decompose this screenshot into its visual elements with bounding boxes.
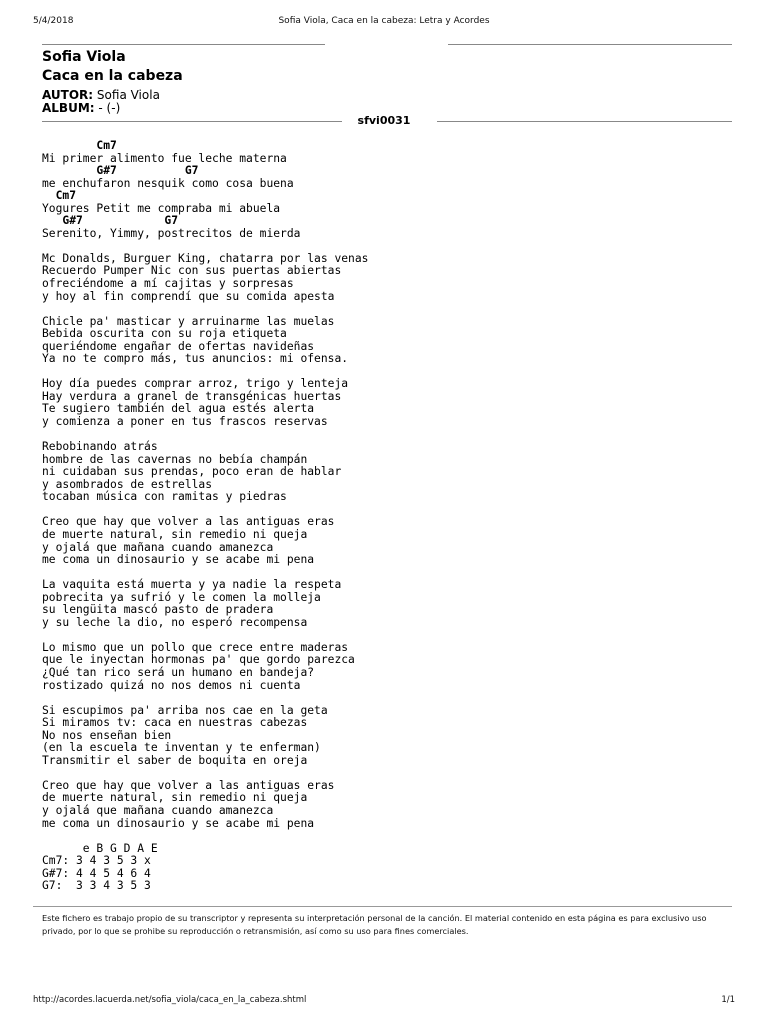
lyric-line: y comienza a poner en tus frascos reservas [42, 415, 328, 429]
song-title: Caca en la cabeza [42, 68, 183, 84]
autor-label: AUTOR: [42, 88, 94, 102]
lyric-line: Creo que hay que volver a las antiguas eras [42, 778, 335, 792]
lyric-line: que le inyectan hormonas pa' que gordo parezca [42, 653, 355, 667]
lyric-line: No nos enseñan bien [42, 728, 172, 742]
lyric-line: G7: 3 3 4 3 5 3 [42, 879, 151, 893]
chord-line: Cm7 [42, 189, 77, 203]
lyric-line: y asombrados de estrellas [42, 477, 213, 491]
header-rule-right [448, 44, 732, 45]
lyric-line: me coma un dinosaurio y se acabe mi pena [42, 816, 315, 830]
lyric-line: Yogures Petit me compraba mi abuela [42, 201, 281, 215]
page-number: 1/1 [721, 995, 735, 1005]
code-rule-right [437, 121, 732, 122]
lyric-line: me enchufaron nesquik como cosa buena [42, 176, 294, 190]
lyric-line: ofreciéndome a mí cajitas y sorpresas [42, 277, 294, 291]
lyric-line: La vaquita está muerta y ya nadie la respeta [42, 578, 342, 592]
lyric-line: de muerte natural, sin remedio ni queja [42, 791, 308, 805]
lyric-line: ¿Qué tan rico será un humano en bandeja? [42, 665, 315, 679]
lyric-line: Si miramos tv: caca en nuestras cabezas [42, 716, 308, 730]
lyric-line: rostizado quizá no nos demos ni cuenta [42, 678, 301, 692]
lyric-line: pobrecita ya sufrió y le comen la molleja [42, 590, 321, 604]
footer-rule [33, 906, 732, 907]
lyric-line: G#7: 4 4 5 4 6 4 [42, 866, 151, 880]
lyric-line: (en la escuela te inventan y te enferman) [42, 741, 321, 755]
lyric-line: y ojalá que mañana cuando amanezca [42, 803, 274, 817]
chord-line: G#7 G7 [42, 214, 179, 228]
lyric-line: y ojalá que mañana cuando amanezca [42, 540, 274, 554]
song-code: sfvi0031 [357, 114, 411, 127]
chord-line: Cm7 [42, 139, 117, 152]
header-rule-left [42, 44, 325, 45]
autor-line [42, 88, 160, 102]
lyric-line: Creo que hay que volver a las antiguas eras [42, 515, 335, 529]
lyric-line: Lo mismo que un pollo que crece entre maderas [42, 640, 349, 654]
lyric-line: tocaban música con ramitas y piedras [42, 490, 287, 504]
lyric-line: Serenito, Yimmy, postrecitos de mierda [42, 226, 301, 240]
lyric-line: Ya no te compro más, tus anuncios: mi ofensa. [42, 352, 349, 366]
lyric-line: hombre de las cavernas no bebía champán [42, 452, 308, 466]
lyric-line: Chicle pa' masticar y arruinarme las muelas [42, 314, 335, 328]
lyric-line: Transmitir el saber de boquita en oreja [42, 753, 308, 767]
lyrics-and-chords [42, 140, 368, 893]
lyric-line: e B G D A E [42, 841, 158, 855]
lyric-line: Cm7: 3 4 3 5 3 x [42, 854, 151, 868]
lyric-line: Hay verdura a granel de transgénicas huertas [42, 389, 342, 403]
lyric-line: me coma un dinosaurio y se acabe mi pena [42, 553, 315, 567]
album-line [42, 101, 120, 115]
artist-name: Sofia Viola [42, 49, 126, 65]
lyric-line: su lengüita mascó pasto de pradera [42, 603, 274, 617]
lyric-line: Rebobinando atrás [42, 440, 158, 454]
lyric-line: Mi primer alimento fue leche materna [42, 151, 287, 165]
print-page-title: Sofia Viola, Caca en la cabeza: Letra y Acordes [278, 16, 490, 26]
print-date: 5/4/2018 [33, 16, 74, 26]
chord-line: G#7 G7 [42, 164, 199, 178]
lyric-line: ni cuidaban sus prendas, poco eran de hablar [42, 465, 342, 479]
lyric-line: Si escupimos pa' arriba nos cae en la geta [42, 703, 328, 717]
source-url: http://acordes.lacuerda.net/sofia_viola/caca_en_la_cabeza.shtml [33, 995, 307, 1005]
lyric-line: y su leche la dio, no esperó recompensa [42, 615, 308, 629]
lyric-line: y hoy al fin comprendí que su comida apesta [42, 289, 335, 303]
lyric-line: Mc Donalds, Burguer King, chatarra por las venas [42, 251, 369, 265]
lyric-line: Bebida oscurita con su roja etiqueta [42, 327, 287, 341]
lyric-line: Te sugiero también del agua estés alerta [42, 402, 315, 416]
copyright-disclaimer: Este fichero es trabajo propio de su transcriptor y representa su interpretación personal de la canción. El material contenido en esta página es para exclusivo uso privado, por lo que se prohibe su reproducción o retransmisión, así como su uso para fines comerciales. [42, 913, 707, 936]
lyric-line: queriéndome engañar de ofertas navideñas [42, 339, 315, 353]
lyric-line: de muerte natural, sin remedio ni queja [42, 527, 308, 541]
album-label: ALBUM: [42, 101, 95, 115]
lyric-line: Recuerdo Pumper Nic con sus puertas abiertas [42, 264, 342, 278]
autor-value: Sofia Viola [96, 88, 160, 102]
lyric-line: Hoy día puedes comprar arroz, trigo y lenteja [42, 377, 349, 391]
album-value: - (-) [98, 101, 121, 115]
